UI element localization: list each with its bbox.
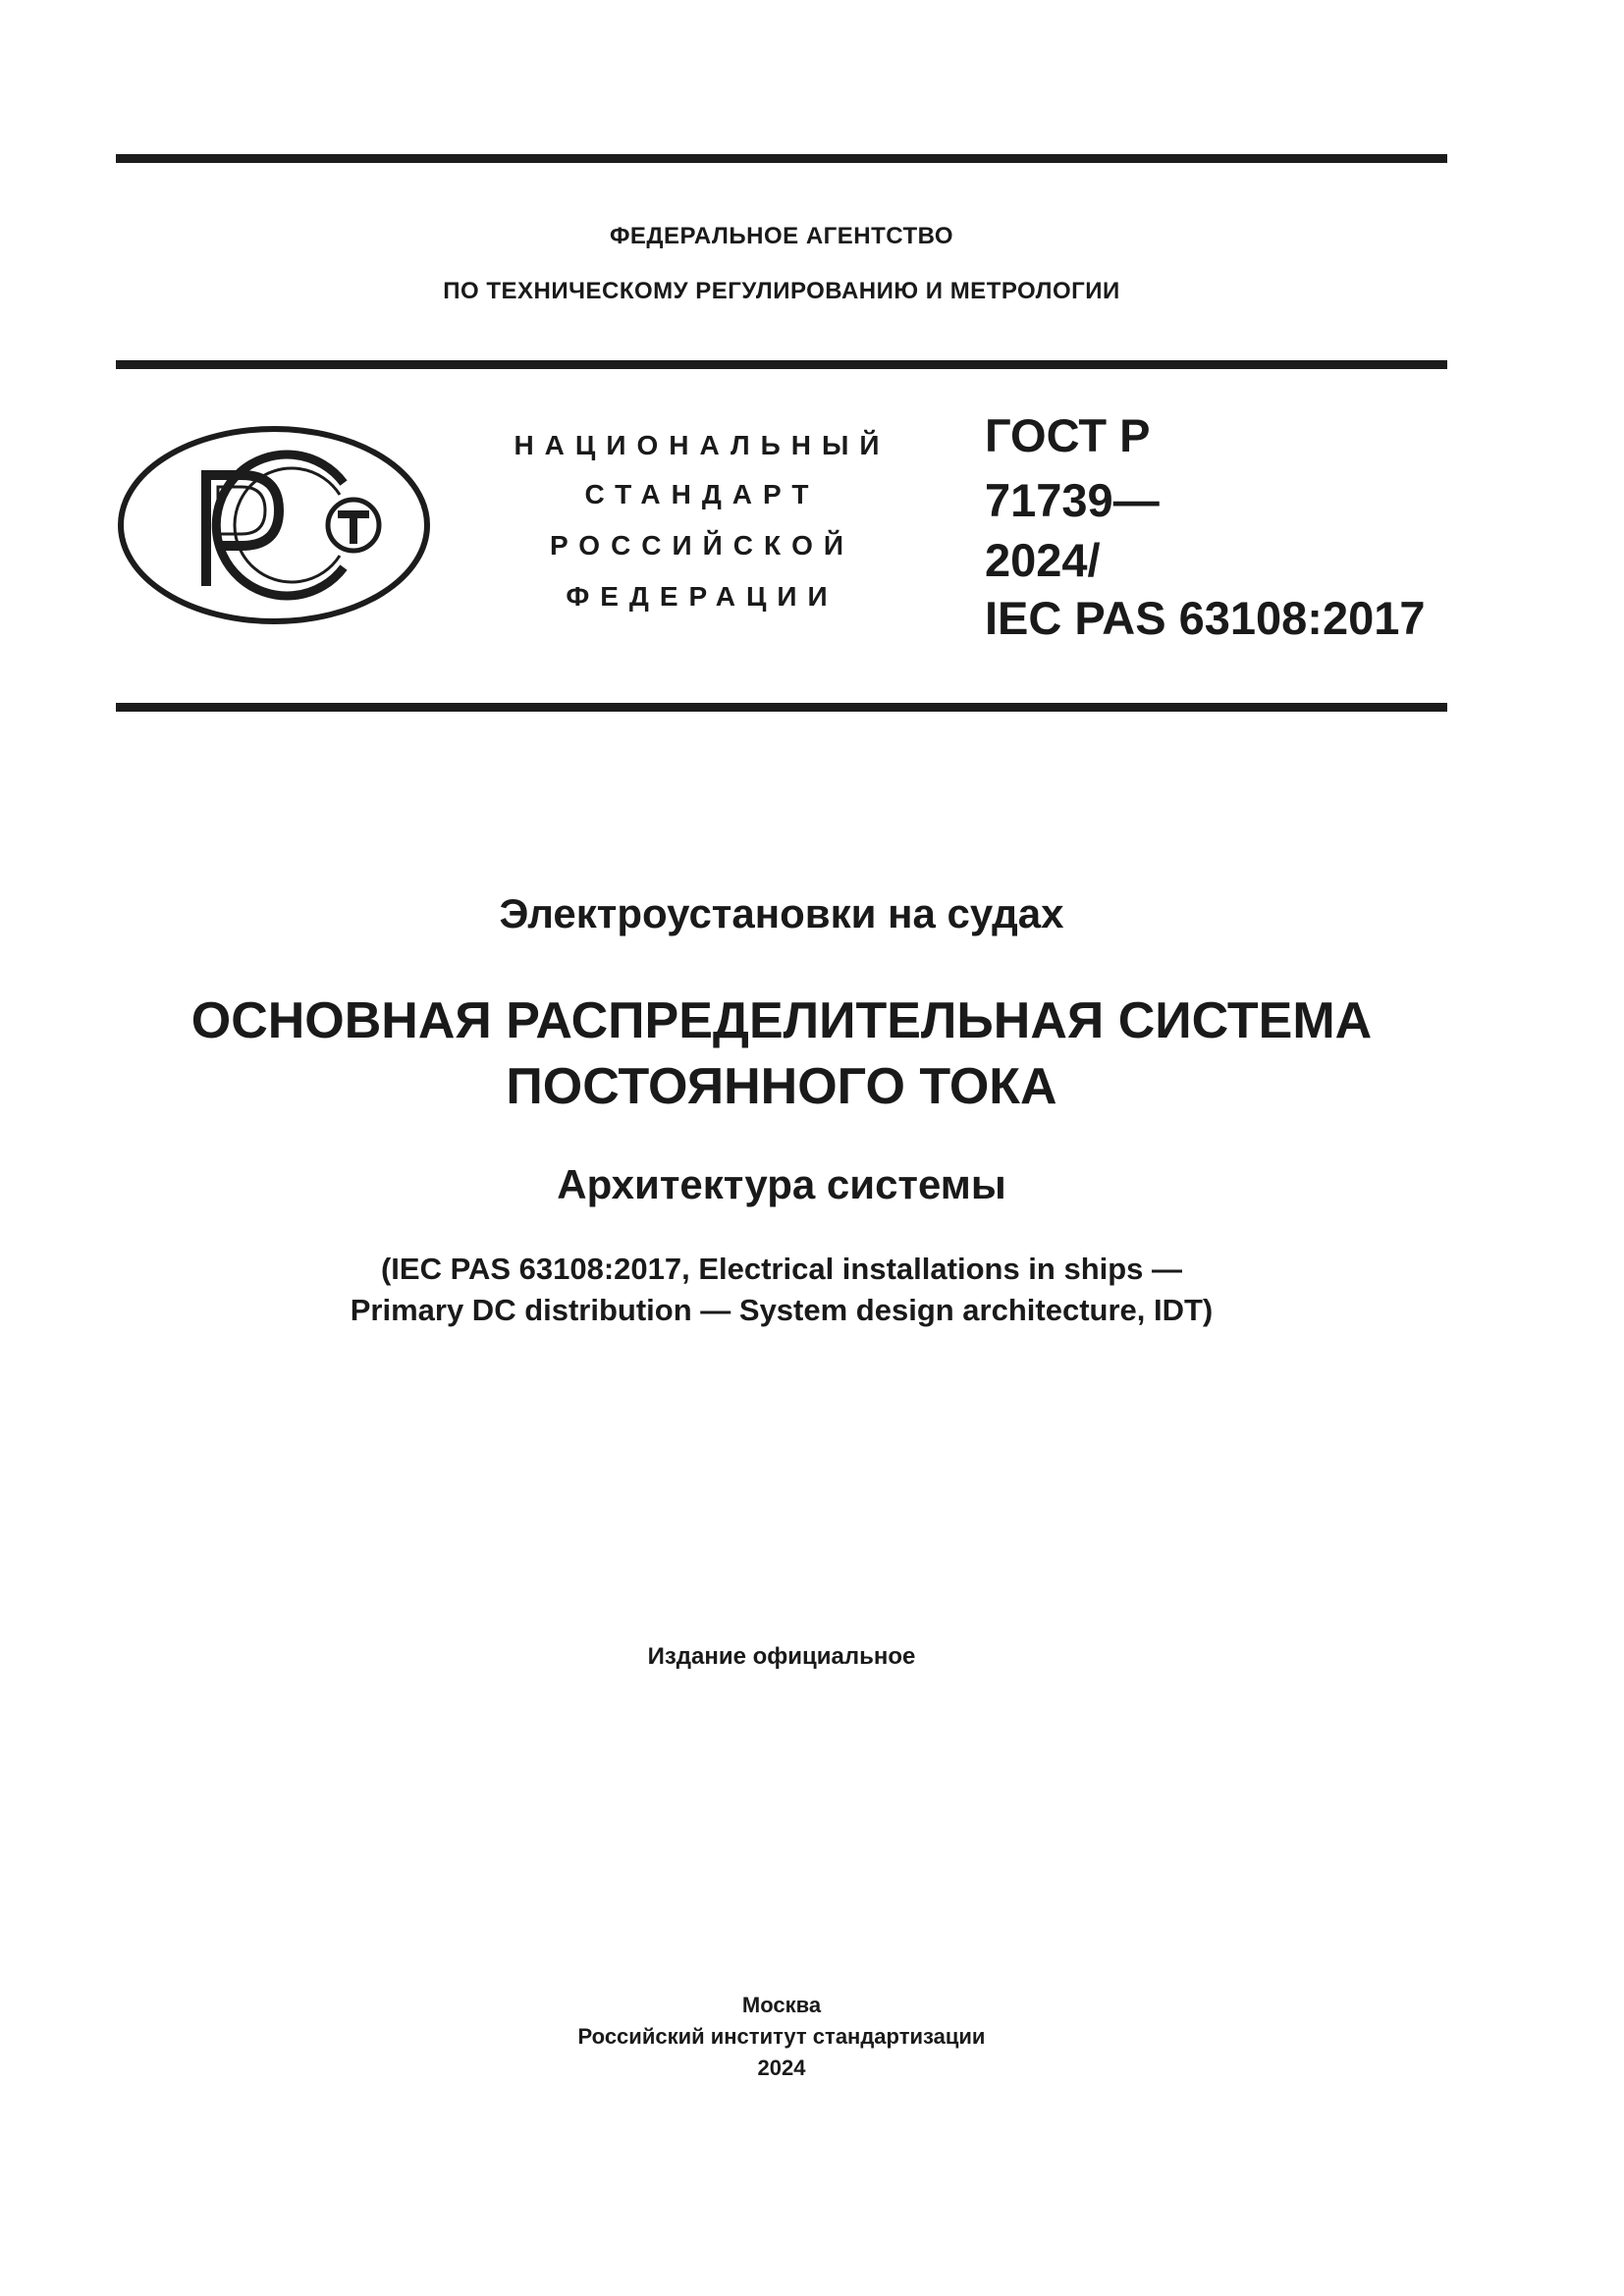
international-title-line-2: Primary DC distribution — System design architecture, IDT) [350, 1293, 1214, 1327]
top-rule [116, 154, 1447, 163]
imprint-year: 2024 [757, 2056, 806, 2080]
header-rule [116, 360, 1447, 369]
main-title-line-2: ПОСТОЯННОГО ТОКА [506, 1058, 1057, 1115]
designation-line-1: ГОСТ Р [985, 409, 1151, 461]
subject-title: Электроустановки на судах [499, 890, 1064, 936]
designation-line-2: 71739— [985, 474, 1160, 526]
national-standard-line-4: ФЕДЕРАЦИИ [566, 581, 839, 612]
designation-line-4: IEC PAS 63108:2017 [985, 592, 1426, 644]
designation-line-3: 2024/ [985, 534, 1101, 586]
national-standard-line-1: НАЦИОНАЛЬНЫЙ [514, 430, 891, 460]
edition-note: Издание официальное [647, 1643, 916, 1670]
national-standard-line-2: СТАНДАРТ [584, 479, 820, 509]
main-title-line-1: ОСНОВНАЯ РАСПРЕДЕЛИТЕЛЬНАЯ СИСТЕМА [190, 992, 1373, 1049]
agency-line-1: ФЕДЕРАЛЬНОЕ АГЕНТСТВО [609, 223, 954, 249]
imprint-publisher: Российский институт стандартизации [577, 2024, 986, 2049]
rst-logo-icon [116, 424, 432, 626]
agency-line-2: ПО ТЕХНИЧЕСКОМУ РЕГУЛИРОВАНИЮ И МЕТРОЛОГИИ [443, 278, 1120, 304]
designation-rule [116, 703, 1447, 712]
national-standard-line-3: РОССИЙСКОЙ [550, 530, 854, 561]
international-title-line-1: (IEC PAS 63108:2017, Electrical installations in ships — [380, 1252, 1183, 1286]
imprint-city: Москва [741, 1993, 822, 2017]
subtitle: Архитектура системы [557, 1161, 1006, 1207]
